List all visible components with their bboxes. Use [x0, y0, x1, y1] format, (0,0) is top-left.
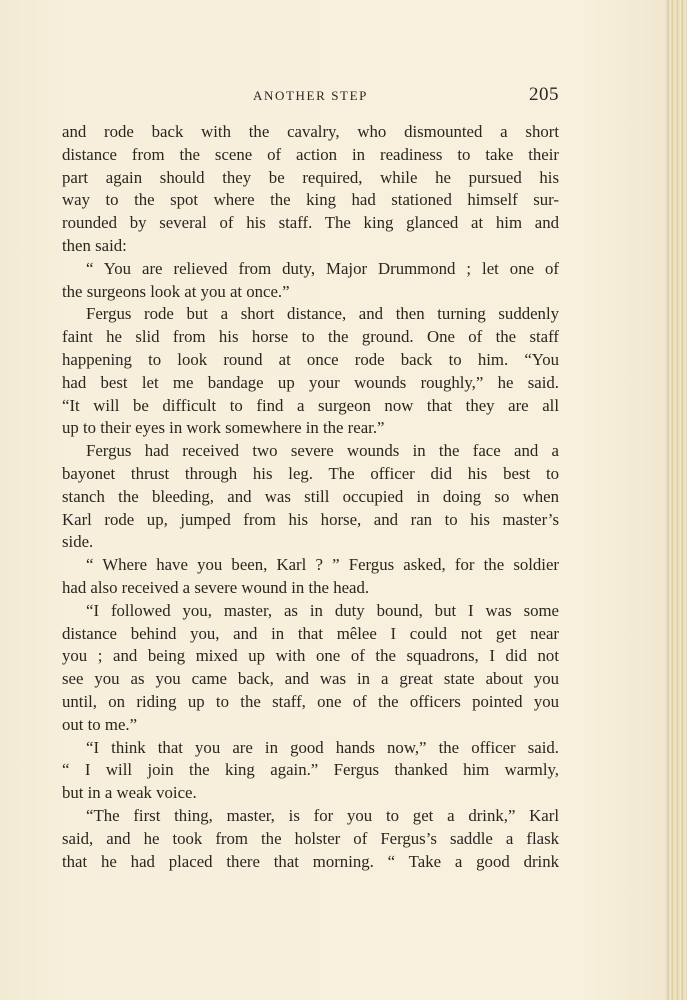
body-text: [62, 121, 559, 873]
text-line: “ You are relieved from duty, Major Drummond ; let one of: [86, 258, 559, 278]
text-line: had also received a severe wound in the head.: [62, 577, 370, 597]
text-line: the surgeons look at you at once.”: [62, 281, 290, 301]
text-line: and rode back with the cavalry, who dismounted a short: [62, 122, 559, 141]
chapter-title: ANOTHER STEP: [253, 88, 368, 103]
text-line: Fergus rode but a short distance, and then turning suddenly: [86, 304, 559, 324]
text-line: see you as you came back, and was in a great state about you: [62, 669, 559, 689]
text-line: Karl rode up, jumped from his horse, and ran to his master’s: [62, 509, 559, 529]
text-line: side.: [62, 532, 94, 552]
text-line: “It will be difficult to find a surgeon now that they are all: [62, 395, 559, 415]
running-head: [62, 86, 559, 106]
page-edge-shadow: [665, 0, 669, 1000]
text-line: faint he slid from his horse to the ground. One of the staff: [62, 327, 559, 347]
text-line: Fergus had received two severe wounds in the face and a: [86, 441, 559, 461]
text-line: way to the spot where the king had stationed himself sur-: [62, 190, 559, 210]
text-line: said, and he took from the holster of Fergus’s saddle a flask: [62, 828, 559, 848]
text-line: out to me.”: [62, 714, 138, 734]
text-line: rounded by several of his staff. The king glanced at him and: [62, 213, 559, 233]
text-line: distance from the scene of action in readiness to take their: [62, 144, 559, 164]
text-line: then said:: [62, 235, 127, 255]
text-line: bayonet thrust through his leg. The officer did his best to: [62, 463, 559, 483]
text-line: you ; and being mixed up with one of the squadrons, I did not: [62, 646, 559, 666]
text-line: “The first thing, master, is for you to get a drink,” Karl: [86, 805, 559, 825]
text-line: stanch the bleeding, and was still occupied in doing so when: [62, 486, 559, 506]
text-line: up to their eyes in work somewhere in the rear.”: [62, 418, 385, 438]
text-line: “ Where have you been, Karl ? ” Fergus asked, for the soldier: [86, 555, 559, 575]
text-line: that he had placed there that morning. “ Take a good drink: [62, 851, 559, 871]
text-line: “I think that you are in good hands now,” the officer said.: [86, 737, 559, 757]
text-line: had best let me bandage up your wounds roughly,” he said.: [62, 372, 559, 392]
text-line: until, on riding up to the staff, one of the officers pointed you: [62, 691, 559, 711]
page-edge: [669, 0, 687, 1000]
text-line: part again should they be required, while he pursued his: [62, 167, 559, 187]
text-line: distance behind you, and in that mêlee I could not get near: [62, 623, 559, 643]
text-line: happening to look round at once rode back to him. “You: [62, 349, 559, 369]
page-number: 205: [529, 84, 559, 105]
text-line: but in a weak voice.: [62, 783, 197, 803]
text-line: “ I will join the king again.” Fergus thanked him warmly,: [62, 760, 559, 780]
text-line: “I followed you, master, as in duty bound, but I was some: [86, 600, 559, 620]
